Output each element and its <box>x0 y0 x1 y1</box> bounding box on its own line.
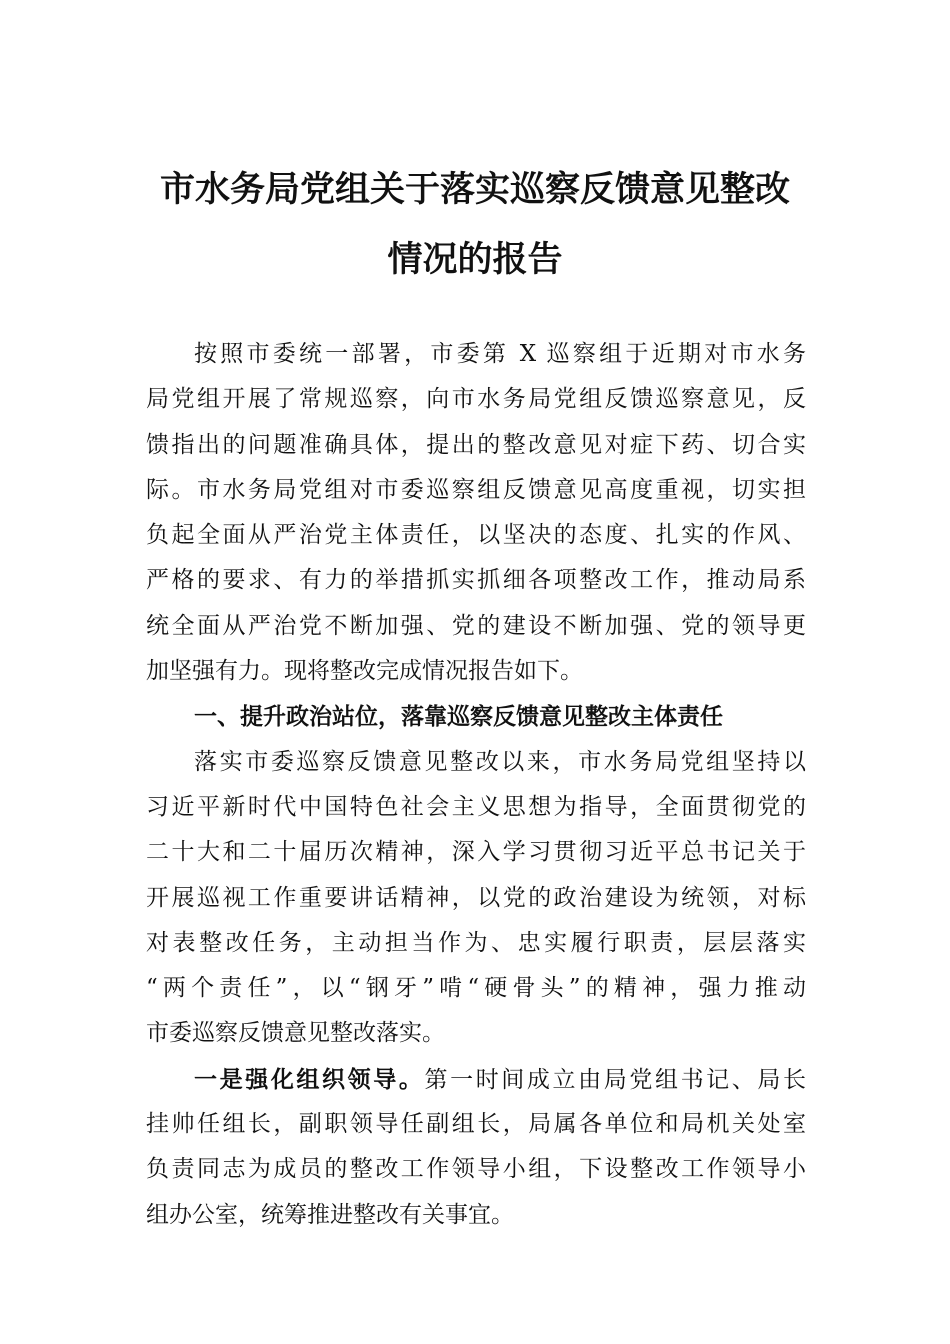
text-line: 严格的要求、有力的举措抓实抓细各项整改工作，推动局系 <box>146 567 806 594</box>
text-line: “两个责任”，以“钢牙”啃“硬骨头”的精神，强力推动 <box>146 975 806 1002</box>
text-run: 第一时间成立由局党组书记、局长 <box>424 1066 807 1093</box>
paragraph-section-1 <box>146 740 806 1057</box>
text-line: 统全面从严治党不断加强、党的建设不断加强、党的领导更 <box>146 612 806 639</box>
text-line: 对表整改任务，主动担当作为、忠实履行职责，层层落实 <box>146 929 806 956</box>
text-line <box>146 1057 806 1102</box>
text-line: 开展巡视工作重要讲话精神，以党的政治建设为统领，对标 <box>146 884 806 911</box>
text-line: 挂帅任组长，副职领导任副组长，局属各单位和局机关处室 <box>146 1111 806 1138</box>
text-line: 二十大和二十届历次精神，深入学习贯彻习近平总书记关于 <box>146 839 806 866</box>
text-line: 际。市水务局党组对市委巡察组反馈意见高度重视，切实担 <box>146 476 806 503</box>
paragraph-intro <box>146 332 806 694</box>
paragraph-organization-leadership <box>146 1057 806 1238</box>
text-line: 落实市委巡察反馈意见整改以来，市水务局党组坚持以 <box>194 748 806 775</box>
text-line: 加坚强有力。现将整改完成情况报告如下。 <box>146 658 583 685</box>
text-line: 按照市委统一部署，市委第 X 巡察组于近期对市水务 <box>194 341 806 367</box>
bold-lead: 一是强化组织领导。 <box>194 1065 425 1093</box>
text-line: 组办公室，统筹推进整改有关事宜。 <box>146 1201 514 1228</box>
report-title-line-1: 市水务局党组关于落实巡察反馈意见整改 <box>159 169 790 210</box>
text-line: 局党组开展了常规巡察，向市水务局党组反馈巡察意见，反 <box>146 386 806 413</box>
document-body <box>146 332 806 1238</box>
text-line: 负责同志为成员的整改工作领导小组，下设整改工作领导小 <box>146 1156 806 1183</box>
text-line: 馈指出的问题准确具体，提出的整改意见对症下药、切合实 <box>146 431 806 458</box>
text-line: 习近平新时代中国特色社会主义思想为指导，全面贯彻党的 <box>146 793 806 820</box>
report-title-line-2: 情况的报告 <box>387 239 563 280</box>
section-heading-1: 一、提升政治站位，落靠巡察反馈意见整改主体责任 <box>194 703 723 731</box>
text-line: 负起全面从严治党主体责任，以坚决的态度、扎实的作风、 <box>146 522 806 549</box>
text-line: 市委巡察反馈意见整改落实。 <box>146 1020 445 1047</box>
